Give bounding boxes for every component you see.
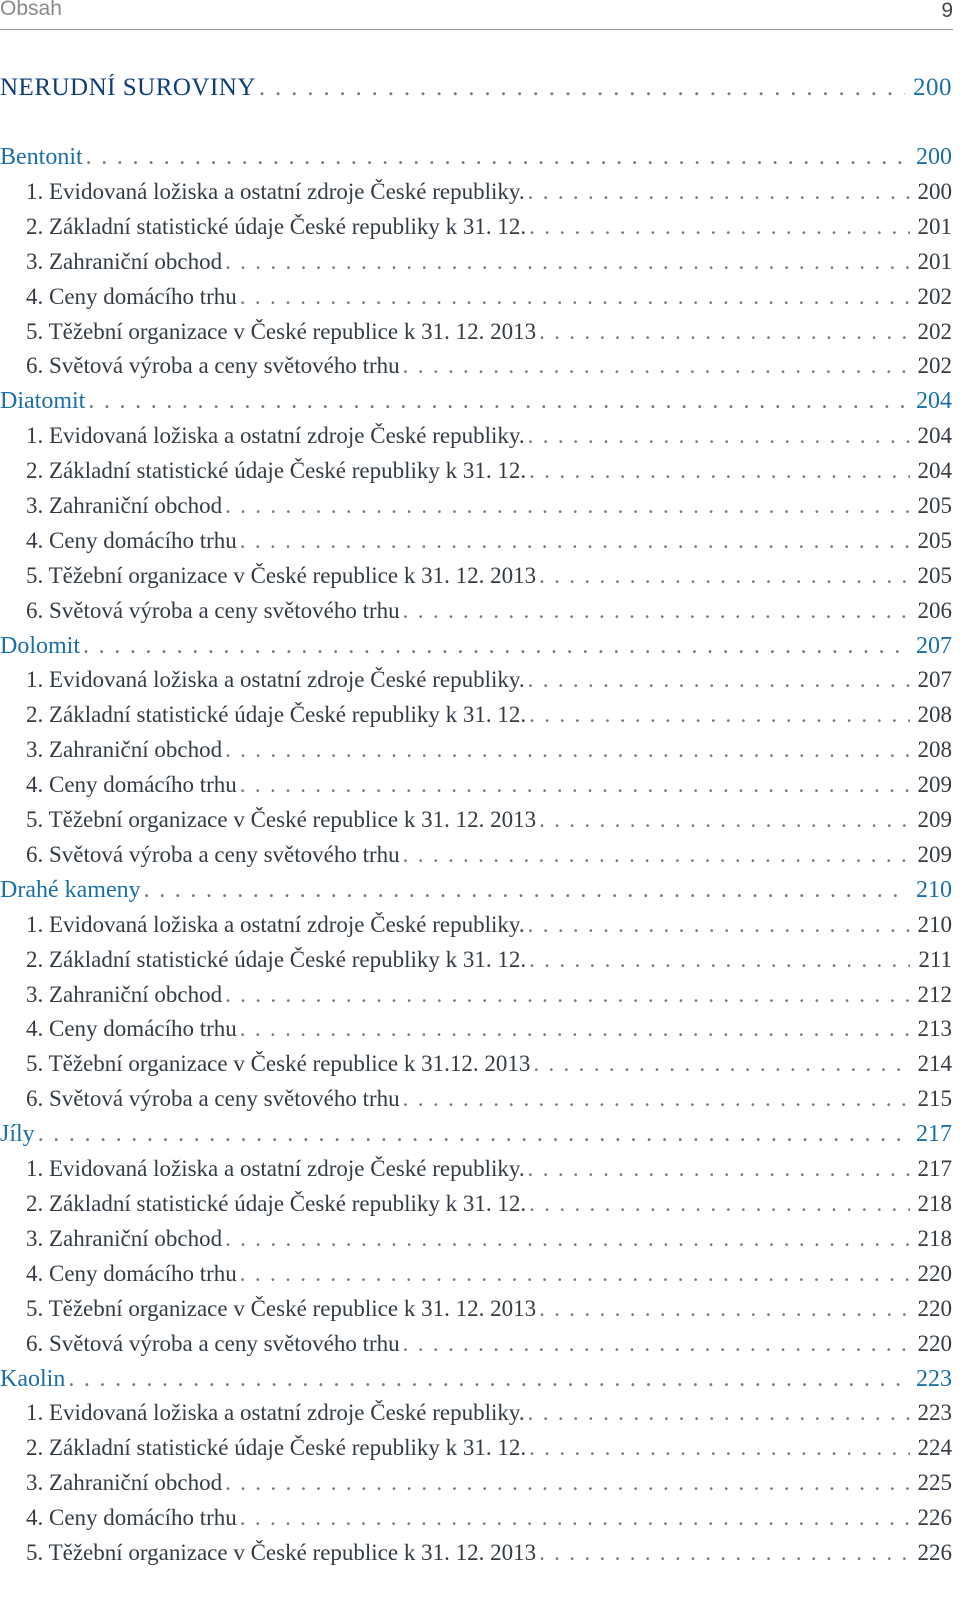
toc-item-label: 2. Základní statistické údaje České republiky k 31. 12.: [26, 947, 527, 972]
dot-leader: [526, 1435, 909, 1461]
toc-item-page: 217: [917, 1156, 952, 1181]
dot-leader: [237, 772, 910, 798]
toc-item[interactable]: [0, 284, 952, 318]
dot-leader: [400, 1331, 910, 1357]
toc-item-page: 202: [917, 319, 952, 344]
dot-leader: [526, 458, 909, 484]
dot-leader: [35, 1121, 908, 1148]
toc-section-page: 207: [916, 633, 952, 659]
toc-item-page: 204: [917, 423, 952, 448]
toc-section[interactable]: [0, 388, 952, 422]
toc-item-label: 1. Evidovaná ložiska a ostatní zdroje České republiky.: [26, 1400, 525, 1425]
dot-leader: [237, 284, 910, 310]
toc-item-label: 2. Základní statistické údaje České republiky k 31. 12.: [26, 458, 527, 483]
toc-item-page: 201: [917, 214, 952, 239]
toc-section-page: 204: [916, 388, 952, 414]
dot-leader: [525, 179, 910, 205]
toc-item-label: 6. Světová výroba a ceny světového trhu: [26, 842, 400, 867]
toc-chapter[interactable]: [0, 74, 952, 108]
toc-item-page: 208: [917, 702, 952, 727]
toc-item-label: 3. Zahraniční obchod: [26, 982, 223, 1007]
toc-item-label: 1. Evidovaná ložiska a ostatní zdroje České republiky.: [26, 179, 525, 204]
toc-item[interactable]: [0, 1226, 952, 1260]
toc-chapter-label: NERUDNÍ SUROVINY: [0, 74, 256, 101]
dot-leader: [65, 1366, 908, 1393]
toc-item-label: 2. Základní statistické údaje České republiky k 31. 12.: [26, 1435, 527, 1460]
toc-item-page: 220: [917, 1296, 952, 1321]
toc-section-label: Bentonit: [0, 144, 83, 170]
toc-section[interactable]: [0, 1366, 952, 1400]
toc-item[interactable]: [0, 1540, 952, 1574]
toc-section-label: Kaolin: [0, 1366, 66, 1392]
toc-item-page: 200: [917, 179, 952, 204]
dot-leader: [526, 214, 909, 240]
toc-item-page: 208: [917, 737, 952, 762]
toc-item[interactable]: [0, 563, 952, 597]
toc-chapter-page: 200: [913, 74, 952, 101]
toc-item[interactable]: [0, 807, 952, 841]
toc-item[interactable]: [0, 1191, 952, 1225]
dot-leader: [525, 912, 910, 938]
dot-leader: [237, 528, 910, 554]
toc-item-label: 3. Zahraniční obchod: [26, 1470, 223, 1495]
dot-leader: [400, 598, 910, 624]
toc-item-page: 223: [917, 1400, 952, 1425]
toc-item[interactable]: [0, 1261, 952, 1295]
dot-leader: [222, 1470, 909, 1496]
toc-item[interactable]: [0, 667, 952, 701]
toc-item[interactable]: [0, 249, 952, 283]
toc-item-page: 225: [917, 1470, 952, 1495]
toc-section-label: Dolomit: [0, 633, 81, 659]
dot-leader: [237, 1505, 910, 1531]
toc-item-page: 205: [917, 563, 952, 588]
dot-leader: [526, 1191, 909, 1217]
toc-item-label: 1. Evidovaná ložiska a ostatní zdroje České republiky.: [26, 912, 525, 937]
toc-section-label: Diatomit: [0, 388, 86, 414]
toc-item-label: 6. Světová výroba a ceny světového trhu: [26, 353, 400, 378]
dot-leader: [536, 319, 909, 345]
toc-section-page: 217: [916, 1121, 952, 1147]
toc-item-page: 211: [918, 947, 952, 972]
toc-item-label: 4. Ceny domácího trhu: [26, 1016, 237, 1041]
toc-item-label: 4. Ceny domácího trhu: [26, 284, 237, 309]
dot-leader: [85, 388, 908, 415]
dot-leader: [530, 1051, 909, 1077]
toc-item-page: 209: [917, 842, 952, 867]
toc-item-label: 6. Světová výroba a ceny světového trhu: [26, 1086, 400, 1111]
toc-item-label: 6. Světová výroba a ceny světového trhu: [26, 1331, 400, 1356]
toc-item-label: 4. Ceny domácího trhu: [26, 1505, 237, 1530]
toc-item-label: 4. Ceny domácího trhu: [26, 772, 237, 797]
toc-item[interactable]: [0, 1505, 952, 1539]
toc-item-page: 218: [917, 1191, 952, 1216]
dot-leader: [525, 667, 910, 693]
dot-leader: [526, 947, 910, 973]
toc-section[interactable]: [0, 877, 952, 911]
toc-item-page: 226: [917, 1505, 952, 1530]
toc-item-page: 202: [917, 284, 952, 309]
toc-item-label: 3. Zahraniční obchod: [26, 1226, 223, 1251]
toc-item-label: 5. Těžební organizace v České republice k 31. 12. 2013: [26, 563, 537, 588]
toc-item[interactable]: [0, 458, 952, 492]
toc-item-page: 205: [917, 493, 952, 518]
dot-leader: [536, 807, 909, 833]
dot-leader: [536, 563, 909, 589]
toc-item-page: 210: [917, 912, 952, 937]
toc-item-page: 214: [917, 1051, 952, 1076]
dot-leader: [141, 877, 908, 904]
toc-item[interactable]: [0, 179, 952, 213]
dot-leader: [222, 982, 909, 1008]
toc-item-page: 207: [917, 667, 952, 692]
toc-item-page: 220: [917, 1331, 952, 1356]
toc-item-page: 226: [917, 1540, 952, 1565]
toc-item[interactable]: [0, 1016, 952, 1050]
toc-item-page: 201: [917, 249, 952, 274]
header-page-number: 9: [941, 0, 953, 22]
toc-item-label: 6. Světová výroba a ceny světového trhu: [26, 598, 400, 623]
toc-item[interactable]: [0, 1296, 952, 1330]
toc-item[interactable]: [0, 772, 952, 806]
toc-item[interactable]: [0, 912, 952, 946]
toc-item[interactable]: [0, 1331, 952, 1365]
page-header: [0, 0, 953, 30]
toc-item-label: 1. Evidovaná ložiska a ostatní zdroje České republiky.: [26, 1156, 525, 1181]
toc-item-page: 220: [917, 1261, 952, 1286]
toc-item-page: 212: [917, 982, 952, 1007]
toc-item-page: 213: [917, 1016, 952, 1041]
dot-leader: [526, 702, 909, 728]
toc-item[interactable]: [0, 737, 952, 771]
toc-item[interactable]: [0, 1086, 952, 1120]
toc-item-label: 3. Zahraniční obchod: [26, 249, 223, 274]
dot-leader: [525, 423, 910, 449]
toc-item[interactable]: [0, 528, 952, 562]
dot-leader: [222, 249, 909, 275]
dot-leader: [222, 1226, 909, 1252]
dot-leader: [400, 353, 910, 379]
toc-item-label: 5. Těžební organizace v České republice k 31. 12. 2013: [26, 807, 537, 832]
dot-leader: [222, 493, 909, 519]
toc-item[interactable]: [0, 702, 952, 736]
toc-item[interactable]: [0, 1435, 952, 1469]
toc-item-label: 1. Evidovaná ložiska a ostatní zdroje České republiky.: [26, 667, 525, 692]
dot-leader: [237, 1261, 910, 1287]
toc-item-page: 224: [917, 1435, 952, 1460]
toc-item-page: 218: [917, 1226, 952, 1251]
toc-item-label: 1. Evidovaná ložiska a ostatní zdroje České republiky.: [26, 423, 525, 448]
header-title: Obsah: [0, 0, 62, 20]
toc-item-page: 202: [917, 353, 952, 378]
dot-leader: [80, 633, 908, 660]
toc-section[interactable]: [0, 144, 952, 178]
toc-item[interactable]: [0, 353, 952, 387]
toc-item[interactable]: [0, 214, 952, 248]
toc-item[interactable]: [0, 598, 952, 632]
dot-leader: [525, 1400, 910, 1426]
toc-item-label: 4. Ceny domácího trhu: [26, 1261, 237, 1286]
toc-section-label: Jíly: [0, 1121, 35, 1147]
toc-item-label: 4. Ceny domácího trhu: [26, 528, 237, 553]
toc-item-page: 206: [917, 598, 952, 623]
toc-item[interactable]: [0, 1400, 952, 1434]
dot-leader: [237, 1016, 910, 1042]
toc-item-page: 215: [917, 1086, 952, 1111]
toc-item-label: 5. Těžební organizace v České republice k 31. 12. 2013: [26, 1540, 537, 1565]
toc-item-label: 2. Základní statistické údaje České republiky k 31. 12.: [26, 702, 527, 727]
toc-item[interactable]: [0, 842, 952, 876]
toc-item[interactable]: [0, 1470, 952, 1504]
dot-leader: [400, 842, 910, 868]
toc-item[interactable]: [0, 493, 952, 527]
toc-item[interactable]: [0, 982, 952, 1016]
toc-section-page: 200: [916, 144, 952, 170]
toc-item-page: 204: [917, 458, 952, 483]
toc-item-label: 2. Základní statistické údaje České republiky k 31. 12.: [26, 214, 527, 239]
toc-section[interactable]: [0, 633, 952, 667]
toc-item[interactable]: [0, 1051, 952, 1085]
toc-section-label: Drahé kameny: [0, 877, 141, 903]
dot-leader: [222, 737, 909, 763]
toc-section-page: 210: [916, 877, 952, 903]
toc-item-page: 205: [917, 528, 952, 553]
dot-leader: [525, 1156, 910, 1182]
toc-section[interactable]: [0, 1121, 952, 1155]
dot-leader: [256, 74, 905, 102]
toc-item-label: 5. Těžební organizace v České republice k 31. 12. 2013: [26, 1296, 537, 1321]
toc-item-label: 5. Těžební organizace v České republice k 31. 12. 2013: [26, 319, 537, 344]
toc-item-page: 209: [917, 772, 952, 797]
toc-item-label: 3. Zahraniční obchod: [26, 493, 223, 518]
dot-leader: [400, 1086, 910, 1112]
toc-item-label: 3. Zahraniční obchod: [26, 737, 223, 762]
dot-leader: [536, 1296, 909, 1322]
toc-item[interactable]: [0, 423, 952, 457]
toc-item-page: 209: [917, 807, 952, 832]
toc-item[interactable]: [0, 1156, 952, 1190]
toc-item-label: 2. Základní statistické údaje České republiky k 31. 12.: [26, 1191, 527, 1216]
toc-item[interactable]: [0, 947, 952, 981]
toc-item-label: 5. Těžební organizace v České republice k 31.12. 2013: [26, 1051, 531, 1076]
toc-section-page: 223: [916, 1366, 952, 1392]
toc-item[interactable]: [0, 319, 952, 353]
dot-leader: [536, 1540, 909, 1566]
dot-leader: [83, 144, 908, 171]
